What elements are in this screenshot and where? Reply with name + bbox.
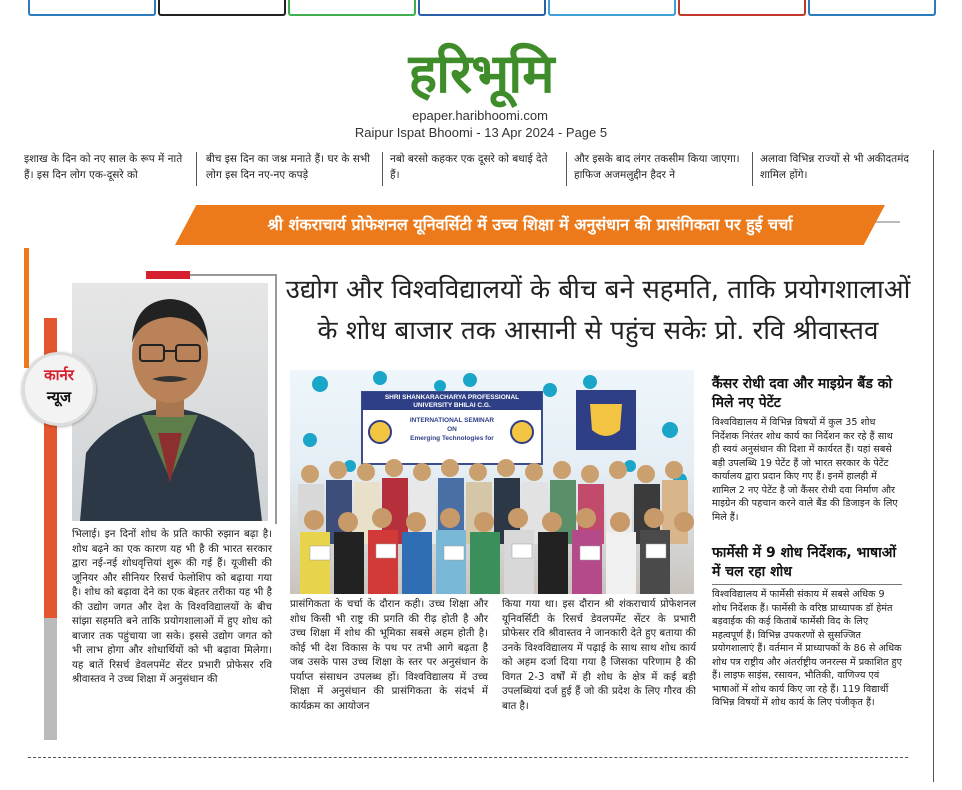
seminar-title-line-1: INTERNATIONAL SEMINAR: [409, 417, 495, 424]
left-accent-bar: [24, 248, 29, 368]
seminar-banner-line-1: SHRI SHANKARACHARYA PROFESSIONAL: [384, 394, 520, 401]
person-illustration: [72, 283, 268, 521]
top-box-1: [28, 0, 156, 16]
top-box-4: [418, 0, 546, 16]
body-column-3: किया गया था। इस दौरान श्री शंकराचार्य प्रोफेशनल यूनिवर्सिटी के रिसर्च डेवलपमेंट सेंटर के प्रभारी प्रोफेसर रवि श्रीवास्तव ने जानकारी देते हुए बताया की उनके विश्वविद्यालय में पढ़ाई के साथ साथ शोध कार्य को अहम दर्जा दिया गया है जिसका परिणाम है की विगत 2-3 वर्षों में ही शोध के क्षेत्र में कई बड़ी उपलब्धियां दर्ज हुई हैं जो की प्रदेश के लिए गौरव की बात है।: [502, 599, 696, 712]
seminar-title-line-3: Emerging Technologies for: [410, 435, 494, 442]
headline-line-2: के शोध बाजार तक आसानी से पहुंच सकेः प्रो. रवि श्रीवास्तव: [317, 316, 879, 346]
edition-info: Raipur Ispat Bhoomi - 13 Apr 2024 - Page 5: [354, 125, 608, 140]
top-box-3: [288, 0, 416, 16]
body-column-1: भिलाई। इन दिनों शोध के प्रति काफी रुझान बढ़ा है। शोध बढ़ने का एक कारण यह भी है की भारत सरकार द्वारा नई-नई शोधवृत्तियां शुरू की गई हैं। यूजीसी की जूनियर और सीनियर रिसर्च फेलोशिप को बढ़ाया गया है। शोध को बढ़ावा देने का एक बेहतर तरीका यह भी है की उद्योग जगत और देश के विश्वविद्यालयों के बीच सांझा सहमति बने ताकि प्रयोगशालाओं में हुए शोध को बाजार तक पहुंचाया जा सके। इससे उद्योग जगत को भी लाभ होगा और शोधार्थियों को भी बढ़ावा मिलेगा। यह बातें रिसर्च डेवलपमेंट सेंटर प्रभारी प्रोफेसर रवि श्रीवास्तव ने उच्च शिक्षा में अनुसंधान की: [72, 529, 272, 685]
prev-story-col-2: बीच इस दिन का जश्न मनाते हैं। घर के सभी लोग इस दिन नए-नए कपड़े: [206, 153, 370, 181]
sidebar-para-patents: विश्वविद्यालय में विभिन्न विषयों में कुल 35 शोध निर्देशक निरंतर शोध कार्य का निर्देशन कर रहे हैं साथ ही स्वयं अनुसंधान की दिशा में कार्यरत हैं। यहां सबसे बड़ी उपलब्धि 19 पेटेंट हैं जो भारत सरकार के पेटेंट कार्यालय द्वारा प्रदान किए गए हैं। इनमें हालही में शामिल 2 नए पेटेंट है जो कैंसर रोधी दवा निर्माण और माइग्रेन की पहचान करने वाले बैंड की डिजाइन के लिए मिले हैं।: [712, 417, 898, 523]
sidebar-rule: [712, 584, 902, 585]
red-tab: [146, 271, 190, 279]
column-divider: [566, 152, 567, 186]
column-divider: [382, 152, 383, 186]
prev-story-col-3: नबो बरसो कहकर एक दूसरे को बधाई देते हैं।: [390, 153, 548, 181]
group-photo: [290, 370, 694, 594]
badge-line-1: कार्नर: [44, 366, 74, 384]
body-column-2: प्रासंगिकता के चर्चा के दौरान कही। उच्च शिक्षा और शोध किसी भी राष्ट्र की प्रगति की रीढ़ होती है और उच्च शिक्षा में शोध की भूमिका सबसे अहम होती है। कोई भी देश विकास के पथ पर तभी आगे बढ़ता है जब उसके पास उच्च शिक्षा के स्तर पर अनुसंधान के पर्याप्त संसाधन उपलब्ध हों। विश्वविद्यालय में उच्च शिक्षा में अनुसंधान की प्रासंगिकता के संदर्भ में कार्यक्रम का आयोजन: [290, 599, 488, 712]
top-box-6: [678, 0, 806, 16]
seminar-title-text: [394, 416, 510, 443]
page-right-rule: [933, 150, 934, 782]
top-box-5: [548, 0, 676, 16]
seminar-title-line-2: ON: [447, 426, 457, 433]
headline-line-1: उद्योग और विश्वविद्यालयों के बीच बने सहमति, ताकि प्रयोगशालाओं: [285, 275, 911, 305]
column-divider: [752, 152, 753, 186]
photo-frame-line: [190, 274, 276, 276]
main-headline: [278, 270, 918, 352]
corner-news-badge: [22, 352, 96, 426]
haribhoomi-logo[interactable]: हरिभूमि: [408, 42, 554, 105]
page-bottom-rule: [28, 757, 908, 758]
sidebar-heading-pharmacy: फार्मेसी में 9 शोध निर्देशक, भाषाओं में चल रहा शोध: [712, 545, 897, 580]
story-banner-text: श्री शंकराचार्य प्रोफेशनल यूनिवर्सिटी में उच्च शिक्षा में अनुसंधान की प्रासंगिकता पर हुई चर्चा: [267, 215, 793, 234]
prev-story-col-5: अलावा विभिन्न राज्यों से भी अकीदतमंद शामिल होंगे।: [760, 153, 909, 181]
epaper-url[interactable]: epaper.haribhoomi.com: [412, 108, 548, 123]
grey-accent-bar: [44, 618, 57, 740]
seminar-banner-text: [366, 394, 538, 410]
badge-line-2: न्यूज: [46, 388, 72, 406]
top-box-7: [808, 0, 936, 16]
sidebar-para-pharmacy: विश्वविद्यालय में फार्मेसी संकाय में सबसे अधिक 9 शोध निर्देशक हैं। फार्मेसी के वरिष्ठ प्राध्यापक डॉ हेमंत बड़वाईक की कई किताबें फार्मेसी विद के लिए महत्वपूर्ण हैं। विभिन्न उपकरणों से सुसज्जित प्रयोगशालाएं हैं। वर्तमान में प्राध्यापकों के 86 से अधिक शोध पत्र राष्ट्रीय और अंतर्राष्ट्रीय जनरल्स में प्रकाशित हुए हैं। लाइफ साइंस, रसायन, भौतिकी, वाणिज्य एवं भाषाओं में शोध कार्य किए जा रहे हैं। 119 विद्यार्थी विभिन्न विषयों में शोध कार्य के लिए पंजीकृत हैं।: [712, 589, 902, 708]
sidebar-heading-patents: कैंसर रोधी दवा और माइग्रेन बैंड को मिले नए पेटेंट: [712, 376, 893, 411]
prev-story-col-1: इशाख के दिन को नए साल के रूप में नाते हैं। इस दिन लोग एक-दूसरे को: [24, 153, 183, 181]
top-box-2: [158, 0, 286, 16]
seminar-banner-line-2: UNIVERSITY BHILAI C.G.: [413, 402, 491, 409]
prev-story-col-4: और इसके बाद लंगर तकसीम किया जाएगा। हाफिज अजमलुद्दीन हैदर ने: [574, 153, 740, 181]
column-divider: [196, 152, 197, 186]
professor-photo: [72, 283, 268, 521]
photo-frame-line: [275, 274, 277, 524]
